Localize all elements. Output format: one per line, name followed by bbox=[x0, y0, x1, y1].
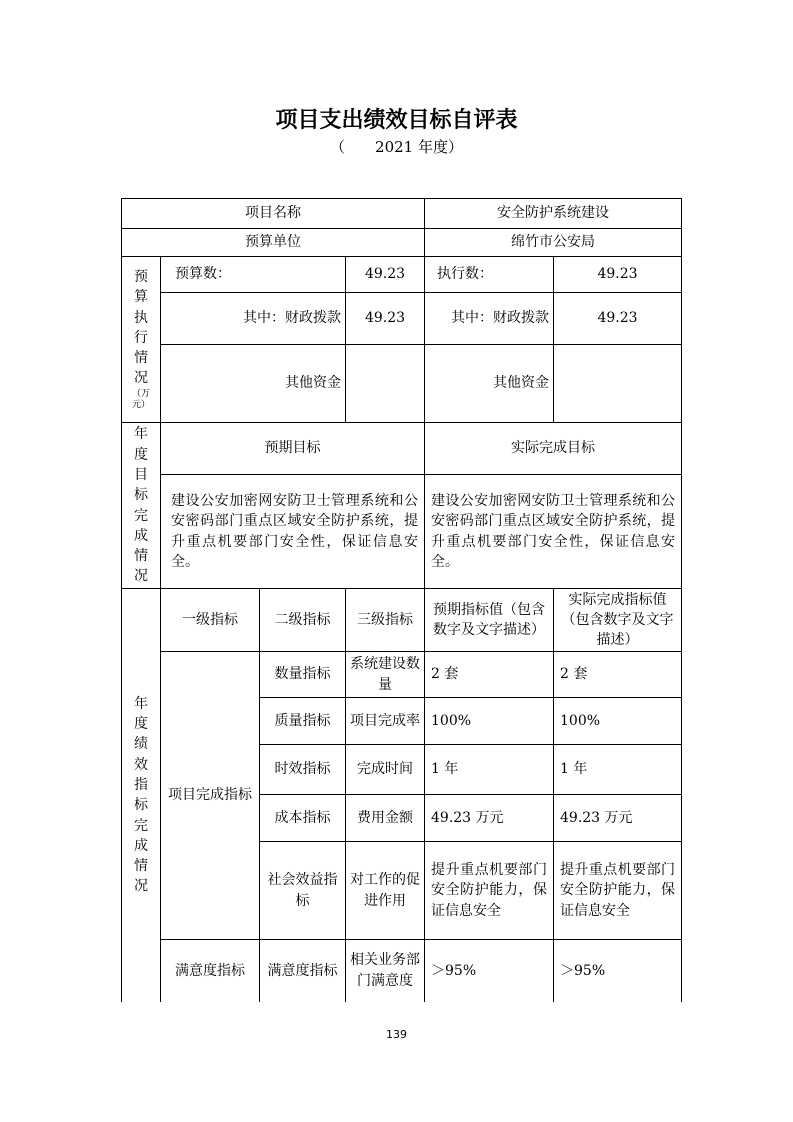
fiscal-label-right: 其中：财政拨款 bbox=[425, 293, 554, 345]
expected-value-cell: 提升重点机要部门安全防护能力，保证信息安全 bbox=[425, 842, 554, 940]
expected-goal-header: 预期目标 bbox=[161, 423, 425, 475]
indicator-section-char: 完 bbox=[134, 817, 148, 834]
actual-value-cell: ＞95% bbox=[554, 940, 682, 1002]
actual-value-cell: 2 套 bbox=[554, 652, 682, 698]
exec-amount-value: 49.23 bbox=[554, 257, 682, 293]
budget-amount-value: 49.23 bbox=[346, 257, 425, 293]
goal-section-char: 度 bbox=[134, 446, 148, 463]
goal-section-char: 年 bbox=[134, 426, 148, 443]
indicator-section-char: 标 bbox=[134, 797, 148, 814]
expected-value-cell: 2 套 bbox=[425, 652, 554, 698]
expected-value-cell: 1 年 bbox=[425, 745, 554, 795]
indicator-section-char: 度 bbox=[134, 716, 148, 733]
level3-header: 三级指标 bbox=[346, 589, 425, 652]
indicator-section-char: 指 bbox=[134, 776, 148, 793]
fiscal-value-right: 49.23 bbox=[554, 293, 682, 345]
group-project-completion-label: 项目完成指标 bbox=[161, 652, 260, 940]
budget-section-char: 执 bbox=[134, 309, 148, 326]
project-name-label: 项目名称 bbox=[122, 199, 425, 229]
level2-cell: 时效指标 bbox=[260, 745, 346, 795]
budget-unit-label: 预算单位 bbox=[122, 229, 425, 257]
goal-section-char: 情 bbox=[134, 548, 148, 565]
level3-cell: 对工作的促进作用 bbox=[346, 842, 425, 940]
goal-section-label bbox=[122, 423, 161, 589]
actual-value-cell: 49.23 万元 bbox=[554, 795, 682, 842]
fiscal-label-left: 其中：财政拨款 bbox=[161, 293, 346, 345]
level2-cell: 质量指标 bbox=[260, 698, 346, 745]
actual-value-header: 实际完成指标值（包含数字及文字描述） bbox=[554, 589, 682, 652]
indicator-section-char: 况 bbox=[134, 878, 148, 895]
year-subtitle bbox=[0, 136, 793, 157]
indicator-section-char: 年 bbox=[134, 695, 148, 712]
actual-value-cell: 1 年 bbox=[554, 745, 682, 795]
other-label-left: 其他资金 bbox=[161, 345, 346, 423]
actual-goal-header: 实际完成目标 bbox=[425, 423, 682, 475]
actual-value-cell: 100% bbox=[554, 698, 682, 745]
level1-header: 一级指标 bbox=[161, 589, 260, 652]
level2-cell: 成本指标 bbox=[260, 795, 346, 842]
indicator-section-char: 成 bbox=[134, 837, 148, 854]
page-title: 项目支出绩效目标自评表 bbox=[275, 108, 518, 133]
project-name-value: 安全防护系统建设 bbox=[425, 199, 682, 229]
budget-section-unit: 元） bbox=[131, 400, 150, 411]
budget-section-unit: （万 bbox=[131, 388, 150, 399]
level2-cell: 数量指标 bbox=[260, 652, 346, 698]
budget-section-char: 况 bbox=[134, 370, 148, 387]
exec-amount-label: 执行数： bbox=[425, 257, 554, 293]
other-value-left bbox=[346, 345, 425, 423]
level3-cell: 费用金额 bbox=[346, 795, 425, 842]
level3-cell: 完成时间 bbox=[346, 745, 425, 795]
project-name-row bbox=[122, 199, 682, 229]
indicator-section-char: 情 bbox=[134, 858, 148, 875]
goal-section-char: 完 bbox=[134, 507, 148, 524]
budget-section-label bbox=[122, 257, 161, 423]
indicator-section-char: 效 bbox=[134, 756, 148, 773]
actual-goal-text: 建设公安加密网安防卫士管理系统和公安密码部门重点区域安全防护系统，提升重点机要部门安全性，保证信息安全。 bbox=[425, 475, 682, 589]
actual-value-cell: 提升重点机要部门安全防护能力，保证信息安全 bbox=[554, 842, 682, 940]
indicator-section-char: 绩 bbox=[134, 736, 148, 753]
budget-unit-value: 绵竹市公安局 bbox=[425, 229, 682, 257]
budget-unit-row bbox=[122, 229, 682, 257]
expected-value-header: 预期指标值（包含数字及文字描述） bbox=[425, 589, 554, 652]
expected-value-cell: 100% bbox=[425, 698, 554, 745]
goal-section-char: 况 bbox=[134, 568, 148, 585]
indicator-section-label bbox=[122, 589, 161, 1002]
budget-amount-label: 预算数： bbox=[161, 257, 346, 293]
goal-section-char: 成 bbox=[134, 527, 148, 544]
other-label-right: 其他资金 bbox=[425, 345, 554, 423]
goal-section-char: 标 bbox=[134, 487, 148, 504]
satisfaction-row bbox=[122, 940, 682, 1002]
fiscal-row bbox=[122, 293, 682, 345]
other-value-right bbox=[554, 345, 682, 423]
group-satisfaction-label: 满意度指标 bbox=[161, 940, 260, 1002]
goal-section-char: 目 bbox=[134, 466, 148, 483]
level3-cell: 项目完成率 bbox=[346, 698, 425, 745]
budget-section-char: 算 bbox=[134, 289, 148, 306]
expected-value-cell: 49.23 万元 bbox=[425, 795, 554, 842]
goal-text-row bbox=[122, 475, 682, 589]
subtitle-year: 2021 年度） bbox=[375, 138, 463, 156]
level3-cell: 系统建设数量 bbox=[346, 652, 425, 698]
goal-header-row bbox=[122, 423, 682, 475]
indicator-header-row bbox=[122, 589, 682, 652]
budget-section-char: 情 bbox=[134, 350, 148, 367]
expected-value-cell: ＞95% bbox=[425, 940, 554, 1002]
page-number: 139 bbox=[386, 1028, 407, 1041]
table-row bbox=[122, 652, 682, 698]
level3-cell: 相关业务部门满意度 bbox=[346, 940, 425, 1002]
fiscal-value-left: 49.23 bbox=[346, 293, 425, 345]
other-funds-row bbox=[122, 345, 682, 423]
level2-header: 二级指标 bbox=[260, 589, 346, 652]
expected-goal-text: 建设公安加密网安防卫士管理系统和公安密码部门重点区域安全防护系统，提升重点机要部门安全性，保证信息安全。 bbox=[161, 475, 425, 589]
subtitle-open-paren: （ bbox=[330, 138, 346, 156]
budget-section-char: 行 bbox=[134, 329, 148, 346]
budget-section-char: 预 bbox=[134, 268, 148, 285]
budget-row bbox=[122, 257, 682, 293]
level2-cell: 满意度指标 bbox=[260, 940, 346, 1002]
level2-cell: 社会效益指标 bbox=[260, 842, 346, 940]
self-evaluation-table bbox=[121, 198, 682, 1002]
